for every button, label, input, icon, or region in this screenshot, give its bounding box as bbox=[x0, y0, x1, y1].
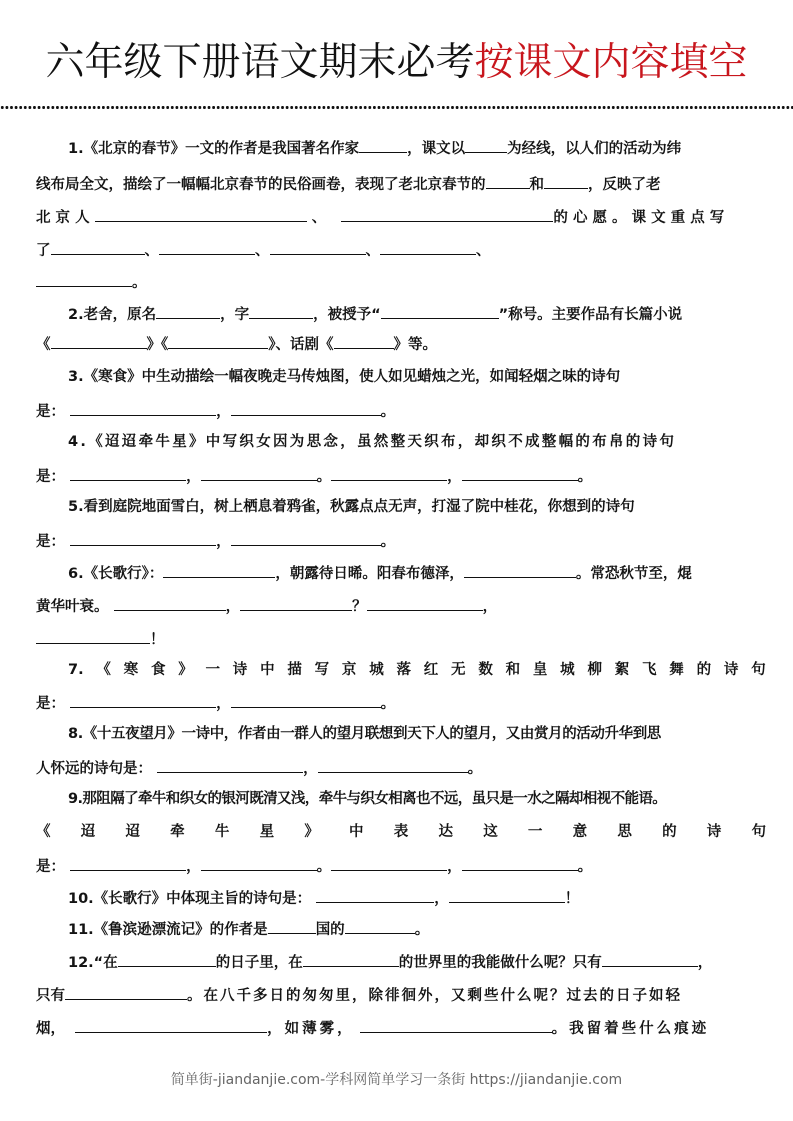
q7-char: 无 bbox=[451, 662, 466, 678]
q1-blank-author[interactable] bbox=[359, 136, 407, 153]
q12-text: ，如薄雾， bbox=[267, 1021, 355, 1037]
q11-text: 11.《鲁滨逊漂流记》的作者是 bbox=[68, 922, 268, 938]
q6-text: ？ bbox=[352, 599, 367, 615]
q9-char: 》 bbox=[304, 824, 319, 840]
q12-blank-2[interactable] bbox=[303, 950, 399, 967]
q9-text: 是： bbox=[36, 859, 65, 875]
q2-text: 《 bbox=[36, 337, 51, 353]
q7-text: ， bbox=[216, 696, 231, 712]
q1-blank-focus-5[interactable] bbox=[36, 270, 132, 287]
footer-watermark: 简单街-jiandanjie.com-学科网简单学习一条街 https://jiandanjie.com bbox=[170, 1072, 623, 1088]
q1-line-4 bbox=[36, 238, 766, 262]
q2-blank-novel-2[interactable] bbox=[168, 332, 268, 349]
q5-text: ， bbox=[216, 534, 231, 550]
q12-blank-1[interactable] bbox=[118, 950, 216, 967]
q5-blank-1[interactable] bbox=[70, 529, 216, 546]
q12-blank-3[interactable] bbox=[602, 950, 698, 967]
q7-char: 京 bbox=[341, 662, 357, 678]
q2-text: ，被授予“ bbox=[313, 307, 381, 323]
q6-line-1 bbox=[68, 561, 766, 585]
q7-char: 食 bbox=[150, 662, 166, 678]
q10-blank-2[interactable] bbox=[449, 886, 565, 903]
q7-char: 的 bbox=[696, 662, 712, 678]
q12-text: 。在八千多日的匆匆里，除徘徊外，又剩些什么呢？过去的日子如轻 bbox=[187, 988, 682, 1004]
q3-blank-1[interactable] bbox=[70, 399, 216, 416]
q4-blank-2[interactable] bbox=[201, 464, 317, 481]
q10-blank-1[interactable] bbox=[316, 886, 434, 903]
q1-blank-focus-4[interactable] bbox=[380, 238, 476, 255]
q4-text: 是： bbox=[36, 469, 65, 485]
q2-blank-name[interactable] bbox=[156, 302, 220, 319]
q9-char: 这 bbox=[483, 824, 498, 840]
q12-text: 的世界里的我能做什么呢？只有 bbox=[398, 955, 602, 971]
q9-char: 《 bbox=[36, 824, 51, 840]
q7-char: 飞 bbox=[642, 662, 657, 678]
q11-blank-author[interactable] bbox=[345, 917, 415, 934]
q1-text: 、 bbox=[144, 243, 159, 259]
q2-text: 》等。 bbox=[393, 337, 437, 353]
q9-line-3 bbox=[36, 854, 766, 878]
q1-blank-focus-1[interactable] bbox=[51, 238, 145, 255]
title-red-part: 按课文内容填空 bbox=[474, 40, 748, 85]
q6-blank-6[interactable] bbox=[36, 627, 150, 644]
q3-line-2 bbox=[36, 399, 766, 423]
q3-text: 。 bbox=[380, 404, 396, 420]
q1-text: ，反映了老 bbox=[588, 177, 661, 193]
q2-blank-novel-1[interactable] bbox=[51, 332, 147, 349]
q10-text: 10.《长歌行》中体现主旨的诗句是： bbox=[68, 891, 312, 907]
q9-char: 星 bbox=[259, 824, 275, 840]
q12-blank-4[interactable] bbox=[65, 983, 187, 1000]
q9-char: 迢 bbox=[80, 824, 96, 840]
q1-text: 的 心 愿 。 课 文 重 点 写 bbox=[553, 210, 725, 226]
q4-text: ， bbox=[447, 469, 462, 485]
q5-line-2 bbox=[36, 529, 766, 553]
q7-char: 城 bbox=[560, 662, 575, 678]
q6-text: ， bbox=[225, 599, 241, 615]
q2-blank-drama[interactable] bbox=[334, 332, 394, 349]
q7-text: 。 bbox=[380, 696, 396, 712]
q3-text: 是： bbox=[36, 404, 65, 420]
q1-text: 了 bbox=[36, 243, 51, 259]
q12-line-1 bbox=[68, 950, 766, 974]
q1-text: 北 京 人 bbox=[36, 210, 90, 226]
q1-blank-wish-1[interactable] bbox=[95, 205, 307, 222]
q9-char: 牛 bbox=[214, 824, 230, 840]
q3-text: ， bbox=[216, 404, 231, 420]
q5-text: 。 bbox=[380, 534, 396, 550]
q11-blank-country[interactable] bbox=[268, 917, 316, 934]
q7-char: 》 bbox=[178, 662, 193, 678]
title-black-part: 六年级下册语文期末必考 bbox=[45, 40, 475, 85]
q2-text: ”称号。主要作品有长篇小说 bbox=[498, 307, 683, 323]
q1-text: 、 bbox=[365, 243, 380, 259]
q2-text: ，字 bbox=[220, 307, 250, 323]
q5-text: 是： bbox=[36, 534, 65, 550]
q9-blank-1[interactable] bbox=[70, 854, 186, 871]
q7-char: 中 bbox=[260, 662, 275, 678]
q1-blank-wish-2[interactable] bbox=[341, 205, 553, 222]
q9-char: 表 bbox=[393, 824, 409, 840]
q7-char: 数 bbox=[478, 662, 493, 678]
q9-text: ， bbox=[447, 859, 462, 875]
q4-text: ， bbox=[186, 469, 201, 485]
q7-char: 柳 bbox=[587, 662, 602, 678]
q10-line-1 bbox=[68, 886, 766, 910]
q9-char: 牵 bbox=[170, 824, 185, 840]
q12-text: 12.“在 bbox=[68, 955, 118, 971]
q7-char: 寒 bbox=[123, 662, 139, 678]
q8-blank-1[interactable] bbox=[157, 756, 303, 773]
q7-text: 是： bbox=[36, 696, 65, 712]
q6-text: ，朝露待日晞。阳春布德泽， bbox=[275, 566, 464, 582]
q12-blank-6[interactable] bbox=[360, 1016, 552, 1033]
q1-text: 。 bbox=[132, 275, 147, 291]
q9-line-2 bbox=[36, 821, 766, 843]
q12-blank-5[interactable] bbox=[75, 1016, 267, 1033]
q9-char: 句 bbox=[751, 824, 766, 840]
q4-line-1: 4.《迢迢牵牛星》中写织女因为思念，虽然整天织布，却织不成整幅的布帛的诗句 bbox=[68, 434, 677, 450]
q1-blank-1[interactable] bbox=[486, 172, 530, 189]
q1-text: 和 bbox=[529, 177, 544, 193]
q6-blank-1[interactable] bbox=[163, 561, 275, 578]
q7-char: 絮 bbox=[614, 662, 630, 678]
q1-blank-warp[interactable] bbox=[465, 136, 507, 153]
q7-char: 舞 bbox=[669, 662, 684, 678]
q9-text: 。 bbox=[577, 859, 593, 875]
q6-line-2 bbox=[36, 594, 766, 618]
q9-char: 达 bbox=[438, 824, 453, 840]
q8-text: 。 bbox=[467, 761, 483, 777]
q1-text: 1.《北京的春节》一文的作者是我国著名作家 bbox=[68, 141, 360, 157]
q7-char: 写 bbox=[314, 662, 330, 678]
q8-text: 人怀远的诗句是： bbox=[36, 761, 152, 777]
q9-char: 迢 bbox=[125, 824, 140, 840]
q7-char: 诗 bbox=[232, 662, 248, 678]
q11-text: 国的 bbox=[315, 922, 345, 938]
q1-line-1 bbox=[68, 136, 766, 160]
q1-text: 、 bbox=[476, 243, 491, 259]
q7-blank-1[interactable] bbox=[70, 691, 216, 708]
q9-char: 思 bbox=[617, 824, 632, 840]
q3-line-1: 3.《寒食》中生动描绘一幅夜晚走马传烛图，使人如见蜡烛之光，如闻轻烟之味的诗句 bbox=[68, 369, 621, 385]
q5-line-1: 5.看到庭院地面雪白，树上栖息着鸦雀，秋露点点无声，打湿了院中桂花，你想到的诗句 bbox=[68, 499, 635, 515]
q9-blank-3[interactable] bbox=[331, 854, 447, 871]
q6-blank-4[interactable] bbox=[240, 594, 352, 611]
q9-char: 意 bbox=[572, 824, 588, 840]
q8-blank-2[interactable] bbox=[318, 756, 468, 773]
q1-text: ，课文以 bbox=[407, 141, 466, 157]
q7-char: 7. bbox=[68, 662, 84, 678]
q2-text: 2.老舍，原名 bbox=[68, 307, 157, 323]
q12-text: ， bbox=[697, 955, 713, 971]
q4-blank-1[interactable] bbox=[70, 464, 186, 481]
q4-blank-3[interactable] bbox=[331, 464, 447, 481]
q6-text: 。常恐秋节至，焜 bbox=[575, 566, 692, 582]
q1-line-5 bbox=[36, 270, 766, 294]
q7-char: 诗 bbox=[723, 662, 739, 678]
q6-text: ， bbox=[482, 599, 498, 615]
q6-text: 黄华叶衰。 bbox=[36, 599, 109, 615]
q7-line-2 bbox=[36, 691, 766, 715]
q7-blank-2[interactable] bbox=[231, 691, 381, 708]
q1-blank-focus-2[interactable] bbox=[159, 238, 255, 255]
q1-text: 线布局全文，描绘了一幅幅北京春节的民俗画卷，表现了老北京春节的 bbox=[36, 177, 486, 193]
q4-text: 。 bbox=[577, 469, 593, 485]
q7-char: 皇 bbox=[532, 662, 548, 678]
q8-line-1: 8.《十五夜望月》一诗中，作者由一群人的望月联想到天下人的望月，又由赏月的活动升华到思 bbox=[68, 726, 661, 742]
q12-line-3 bbox=[36, 1016, 766, 1040]
q11-line-1 bbox=[68, 917, 766, 941]
q7-char: 落 bbox=[396, 662, 411, 678]
q9-text: 。 bbox=[316, 859, 332, 875]
q8-text: ， bbox=[303, 761, 318, 777]
q7-line-1 bbox=[68, 659, 766, 681]
q7-char: 句 bbox=[751, 662, 766, 678]
q6-blank-2[interactable] bbox=[464, 561, 576, 578]
q1-text: 、 bbox=[255, 243, 270, 259]
q4-text: 。 bbox=[316, 469, 332, 485]
q7-char: 和 bbox=[505, 662, 521, 678]
q7-char: 《 bbox=[96, 662, 111, 678]
q12-text: 。我留着些什么痕迹 bbox=[551, 1021, 710, 1037]
q5-blank-2[interactable] bbox=[231, 529, 381, 546]
dotted-divider bbox=[0, 105, 793, 110]
q1-line-3 bbox=[36, 205, 766, 229]
q1-blank-focus-3[interactable] bbox=[270, 238, 366, 255]
q10-text: ， bbox=[434, 891, 449, 907]
q2-text: 》、话剧《 bbox=[268, 337, 334, 353]
q11-text: 。 bbox=[414, 922, 430, 938]
q12-text: 烟， bbox=[36, 1021, 65, 1037]
q10-text: ！ bbox=[564, 891, 580, 907]
q12-line-2 bbox=[36, 983, 766, 1007]
q7-char: 城 bbox=[369, 662, 384, 678]
q9-blank-2[interactable] bbox=[201, 854, 317, 871]
q8-line-2 bbox=[36, 756, 766, 780]
q6-blank-5[interactable] bbox=[367, 594, 483, 611]
q4-line-2 bbox=[36, 464, 766, 488]
q1-blank-2[interactable] bbox=[544, 172, 588, 189]
q9-char: 诗 bbox=[706, 824, 722, 840]
q1-text: 、 bbox=[311, 210, 327, 226]
q9-char: 的 bbox=[662, 824, 677, 840]
q9-char: 中 bbox=[349, 824, 364, 840]
q9-text: ， bbox=[186, 859, 201, 875]
q1-line-2 bbox=[36, 172, 766, 196]
q6-blank-3[interactable] bbox=[114, 594, 226, 611]
q12-text: 只有 bbox=[36, 988, 65, 1004]
q9-line-1: 9.那阻隔了牵牛和织女的银河既清又浅，牵牛与织女相离也不远，虽只是一水之隔却相视不能语。 bbox=[68, 791, 667, 807]
q7-char: 描 bbox=[287, 662, 302, 678]
q2-blank-courtesy[interactable] bbox=[249, 302, 313, 319]
q1-text: 为经线，以人们的活动为纬 bbox=[507, 141, 682, 157]
page-title bbox=[0, 38, 793, 88]
q6-text: 6.《长歌行》： bbox=[68, 566, 164, 582]
q2-text: 》《 bbox=[146, 337, 169, 353]
q7-char: 一 bbox=[205, 662, 221, 678]
q6-text: ！ bbox=[150, 632, 165, 648]
q6-line-3 bbox=[36, 627, 766, 651]
q4-blank-4[interactable] bbox=[462, 464, 578, 481]
q9-char: 一 bbox=[527, 824, 543, 840]
q3-blank-2[interactable] bbox=[231, 399, 381, 416]
q2-blank-title[interactable] bbox=[381, 302, 499, 319]
q2-line-1 bbox=[68, 302, 766, 326]
q12-text: 的日子里，在 bbox=[215, 955, 303, 971]
q2-line-2 bbox=[36, 332, 766, 356]
q7-char: 红 bbox=[423, 662, 439, 678]
q9-blank-4[interactable] bbox=[462, 854, 578, 871]
